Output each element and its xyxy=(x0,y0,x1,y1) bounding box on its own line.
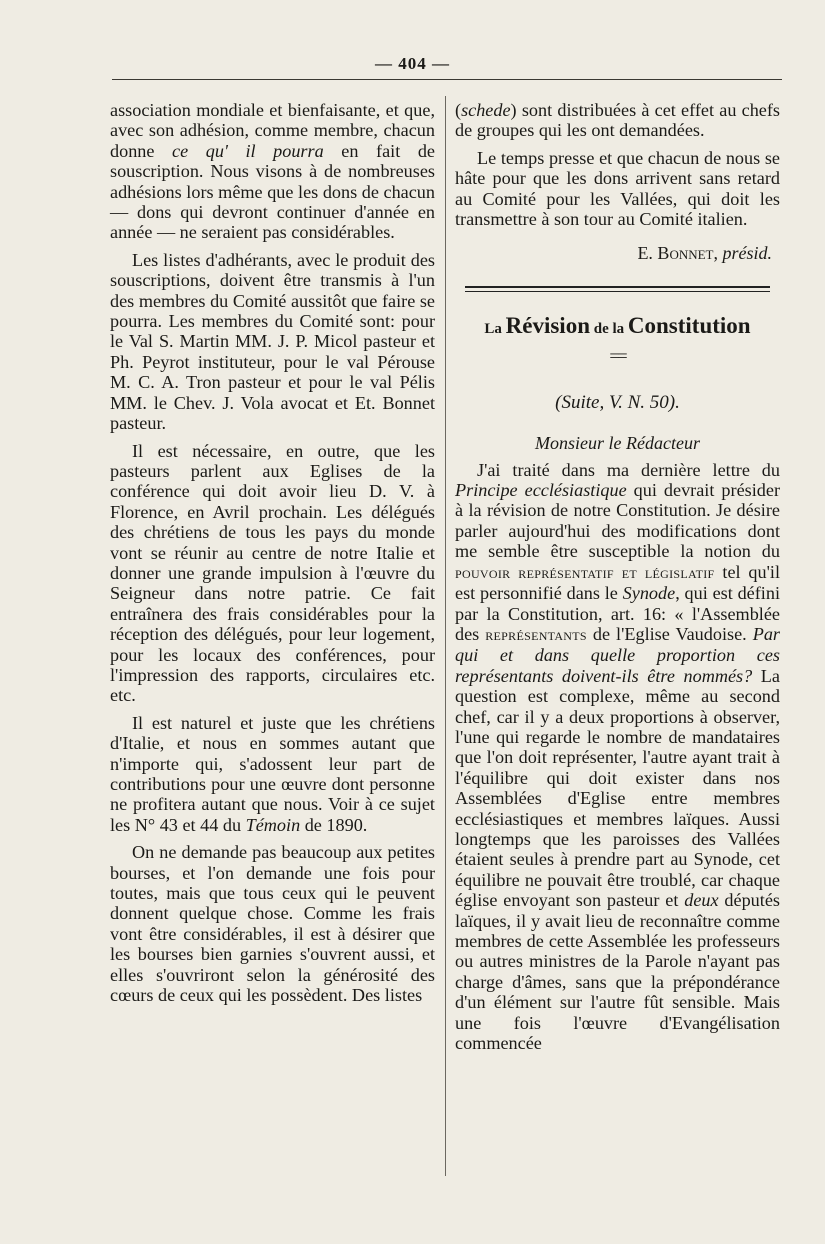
section-separator xyxy=(465,286,770,288)
left-paragraph-5 xyxy=(110,842,435,1005)
header-rule xyxy=(112,79,782,80)
left-paragraph-4 xyxy=(110,713,435,835)
signature xyxy=(455,243,780,263)
signature-title: présid. xyxy=(722,243,772,264)
page-number: — 404 — xyxy=(375,54,450,73)
text-run: La question est complexe, même au second chef, car il y a deux proportions à observer, l'une qui regarde le nombre de mandataires que l'on doit représenter, l'autre ayant trait à l'équilibre qui doit exister dans nos Assemblées d'Eglise entre membres ecclésiastiques et membres laïques. Aussi longtemps que les paroisses des Vallées étaient seules à prendre part au Synode, cet équilibre ne pouvait être troublé, car chaque église envoyant son pasteur et xyxy=(455,665,780,911)
right-paragraph-1 xyxy=(455,100,780,141)
text-run: deux xyxy=(684,890,719,911)
text-run: ce qu' il pourra xyxy=(172,140,324,161)
text-run: qui devrait présider à la révision de notre Constitution. Je désire parler aujourd'hui des modifications dont me semble être susceptible la notion du xyxy=(455,480,781,562)
text-run: Le temps presse et que chacun de nous se hâte pour que les dons arrivent sans retard au Comité pour les Vallées, qui doit les transmettre à son tour au Comité italien. xyxy=(455,147,780,230)
text-run: association mondiale et bienfaisante, et que, avec son adhésion, comme membre, chacun donne xyxy=(110,100,435,161)
text-run: Il est naturel et juste que les chrétiens d'Italie, et nous en sommes autant que n'importe qui, s'adossent leur part de contributions pour une œuvre dont personne ne profitera autant que nous. Voir à ce sujet les N° 43 et 44 du xyxy=(110,712,435,835)
column-divider xyxy=(445,96,446,1176)
right-paragraph-2 xyxy=(455,148,780,230)
text-run: Principe ecclésiastique xyxy=(455,480,627,501)
article-title-constitution: Constitution xyxy=(627,312,751,338)
right-paragraph-3 xyxy=(455,460,780,1054)
signature-name: E. Bonnet, xyxy=(637,243,718,264)
text-run: ( xyxy=(455,100,462,120)
left-column xyxy=(110,100,435,1012)
article-title xyxy=(455,312,780,343)
text-run: Synode xyxy=(622,583,676,604)
text-run: Témoin xyxy=(245,814,301,835)
text-run: Les listes d'adhérants, avec le produit des souscriptions, doivent être transmis à l'un des membres du Comité aussitôt que faire se pourra. Les membres du Comité sont: pour le Val S. Martin MM. J. P. Micol pasteur et Ph. Peyrot instituteur, pour le val Pérouse M. C. A. Tron pasteur et pour le val Pélis MM. le Chev. J. Vola avocat et Et. Bonnet pasteur. xyxy=(110,249,435,434)
left-paragraph-1 xyxy=(110,100,435,243)
text-run: ) sont distribuées à cet effet au chefs de groupes qui les ont demandées. xyxy=(455,100,780,141)
text-run: Il est nécessaire, en outre, que les pasteurs parlent aux Eglises de la conférence qui doit avoir lieu D. V. à Florence, en Avril prochain. Les délégués des chrétiens de tous les pays du monde vont se réunir au centre de notre Italie et donner une grande impulsion à l'œuvre du Seigneur dans notre patrie. Ce fait entraînera des frais considérables pour la réception des délégués, pour leur logement, pour les locaux des conférences, pour l'impression des rapports, circulaires etc. etc. xyxy=(110,440,435,706)
text-run: tel qu'il est personnifié dans le xyxy=(455,561,780,604)
text-run: schede xyxy=(461,100,511,120)
article-title-de-la: de la xyxy=(589,320,628,337)
section-separator-thin xyxy=(465,291,770,292)
text-run: On ne demande pas beaucoup aux petites bourses, et l'on demande une fois pour toutes, mais que tous ceux qui le peuvent donnent quelque chose. Comme les frais vont être considérables, il est à désirer que les bourses bien garnies s'ouvrent aussi, et elles s'ouvriront selon la générosité des cœurs de ceux qui les possèdent. Des listes xyxy=(110,842,435,1006)
left-paragraph-2 xyxy=(110,250,435,434)
salutation: Monsieur le Rédacteur xyxy=(535,433,700,454)
text-run: J'ai traité dans ma dernière lettre du xyxy=(477,459,780,480)
title-ornament: == xyxy=(609,345,626,366)
text-run: représentants xyxy=(485,624,587,644)
text-run: Par qui et dans quelle proportion ces représentants doivent-ils être nommés? xyxy=(455,623,780,686)
article-title-la: La xyxy=(484,320,506,337)
text-run: de l'Eglise Vaudoise. xyxy=(586,623,753,644)
suite-reference: (Suite, V. N. 50). xyxy=(555,391,680,413)
text-run: députés laïques, il y avait lieu de reconnaître comme membres de cette Assemblée les professeurs ou autres ministres de la Parole n'ayant pas charge d'âmes, sans que la prépondérance d'un élément sur l'autre fût sensible. Mais une fois l'œuvre d'Evangélisation commencée xyxy=(455,890,780,1054)
right-column xyxy=(455,100,780,1060)
text-run: en fait de souscription. Nous visons à de nombreuses adhésions lors même que les dons de chacun — dons qui devront continuer d'année en année — ne seraient pas considérables. xyxy=(110,140,436,243)
article-title-revision: Révision xyxy=(505,312,590,338)
text-run: , qui est défini par la Constitution, art. 16: « l'Assemblée des xyxy=(455,583,781,644)
left-paragraph-3 xyxy=(110,441,435,706)
text-run: de 1890. xyxy=(300,814,368,835)
text-run: pouvoir représentatif et législatif xyxy=(455,562,715,582)
